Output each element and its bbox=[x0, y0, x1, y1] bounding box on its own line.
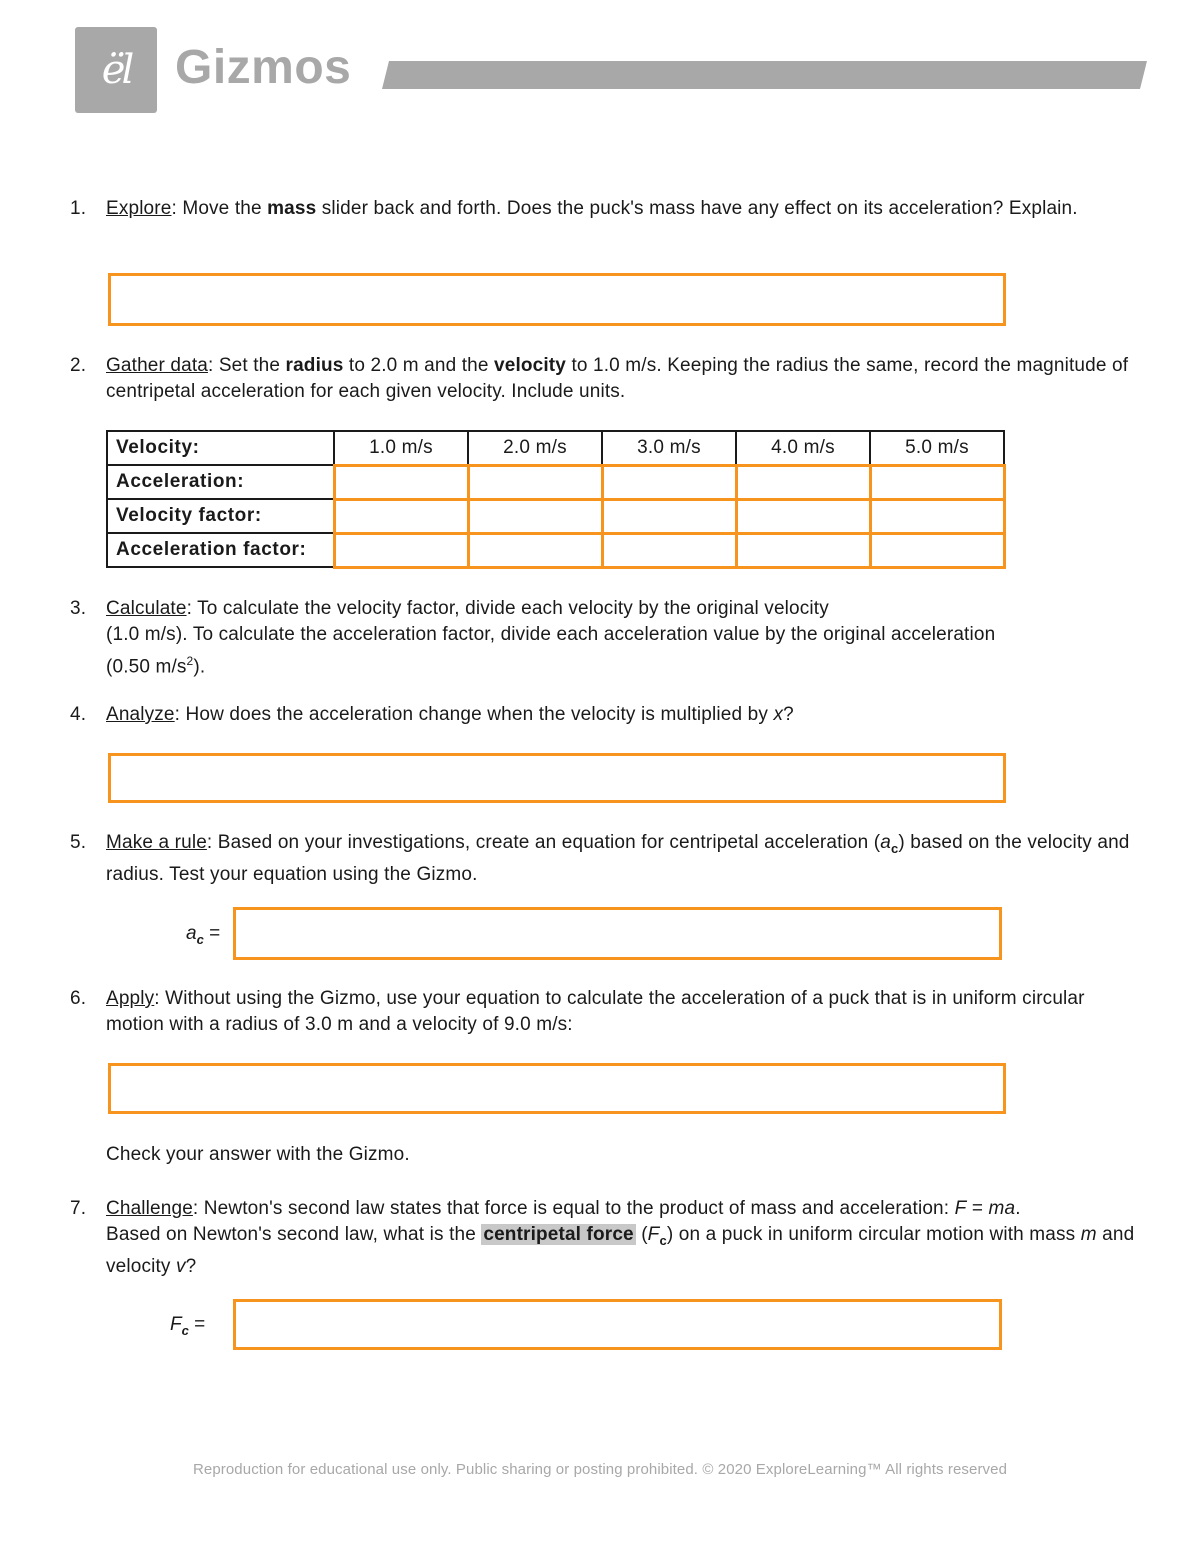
acceleration-input[interactable] bbox=[468, 465, 602, 499]
question-text: : Set the bbox=[208, 355, 286, 376]
velocity-cell: 1.0 m/s bbox=[334, 431, 468, 465]
table-row bbox=[107, 499, 1004, 533]
velocity-cell: 3.0 m/s bbox=[602, 431, 736, 465]
row-label: Acceleration: bbox=[107, 465, 334, 499]
answer-box-5[interactable] bbox=[233, 907, 1002, 960]
question-label: Explore bbox=[106, 198, 172, 219]
question-number: 2. bbox=[70, 355, 87, 376]
gizmos-logo bbox=[75, 27, 157, 113]
acceleration-factor-input[interactable] bbox=[468, 533, 602, 567]
question-text: : Without using the Gizmo, use your equation to calculate the acceleration of a puck that is in uniform circular motion with a radius of 3.0 m and a velocity of 9.0 m/s: bbox=[106, 988, 1085, 1035]
velocity-factor-input[interactable] bbox=[602, 499, 736, 533]
velocity-cell: 5.0 m/s bbox=[870, 431, 1004, 465]
question-text: = bbox=[966, 1198, 989, 1219]
question-text: Based on Newton's second law, what is the bbox=[106, 1224, 482, 1245]
subscript: c bbox=[196, 931, 204, 947]
question-6 bbox=[70, 986, 1140, 1038]
question-number: 4. bbox=[70, 704, 87, 725]
brand-name: Gizmos bbox=[175, 41, 352, 94]
highlighted-term: centripetal force bbox=[483, 1224, 634, 1245]
acceleration-factor-input[interactable] bbox=[736, 533, 870, 567]
row-label: Velocity: bbox=[107, 431, 334, 465]
bold-term: radius bbox=[285, 355, 344, 376]
question-label: Challenge bbox=[106, 1198, 193, 1219]
equals-sign: = bbox=[203, 923, 221, 944]
question-text: ). bbox=[193, 656, 206, 678]
question-text: ) on a puck in uniform circular motion with mass bbox=[666, 1224, 1081, 1245]
bold-term: mass bbox=[267, 198, 317, 219]
question-label: Analyze bbox=[106, 704, 175, 725]
variable: x bbox=[773, 704, 784, 725]
question-text: to 1.0 m/s. Keeping the radius the same, record the magnitude of centripetal acceleration for each given velocity. Include units. bbox=[106, 355, 1129, 402]
question-text: ? bbox=[185, 1255, 197, 1277]
equation-label-fc bbox=[170, 1314, 205, 1338]
question-number: 3. bbox=[70, 598, 87, 619]
table-row bbox=[107, 465, 1004, 499]
question-1 bbox=[70, 196, 1140, 222]
equation-label-ac bbox=[186, 923, 220, 947]
question-text: ( bbox=[635, 1224, 648, 1245]
header-bar bbox=[382, 61, 1147, 89]
variable: m bbox=[1080, 1224, 1097, 1245]
velocity-factor-input[interactable] bbox=[736, 499, 870, 533]
check-text: Check your answer with the Gizmo. bbox=[106, 1144, 410, 1165]
acceleration-factor-input[interactable] bbox=[870, 533, 1004, 567]
subscript: c bbox=[890, 840, 899, 856]
subscript: c bbox=[181, 1322, 189, 1338]
question-4 bbox=[70, 702, 1140, 728]
answer-box-7[interactable] bbox=[233, 1299, 1002, 1350]
equals-sign: = bbox=[188, 1314, 206, 1335]
question-text: : To calculate the velocity factor, divide each velocity by the original velocity bbox=[186, 598, 829, 619]
question-text: : Newton's second law states that force is equal to the product of mass and acceleration: bbox=[192, 1198, 955, 1219]
velocity-cell: 2.0 m/s bbox=[468, 431, 602, 465]
acceleration-input[interactable] bbox=[334, 465, 468, 499]
question-text: : Based on your investigations, create an equation for centripetal acceleration ( bbox=[206, 832, 881, 853]
row-label: Velocity factor: bbox=[107, 499, 334, 533]
subscript: c bbox=[659, 1232, 667, 1248]
question-7 bbox=[70, 1196, 1140, 1280]
table-row bbox=[107, 431, 1004, 465]
question-number: 7. bbox=[70, 1198, 87, 1219]
question-label: Gather data bbox=[106, 355, 208, 376]
question-number: 5. bbox=[70, 832, 87, 853]
answer-box-4[interactable] bbox=[108, 753, 1006, 803]
acceleration-factor-input[interactable] bbox=[602, 533, 736, 567]
logo-mark: ël bbox=[101, 47, 131, 93]
question-2 bbox=[70, 353, 1140, 405]
question-3 bbox=[70, 596, 1140, 680]
question-text: slider back and forth. Does the puck's mass have any effect on its acceleration? Explain. bbox=[316, 198, 1078, 219]
question-label: Calculate bbox=[106, 598, 187, 619]
question-text: : How does the acceleration change when the velocity is multiplied by bbox=[174, 704, 774, 725]
variable: a bbox=[186, 923, 197, 944]
question-text: ? bbox=[783, 704, 794, 725]
row-label: Acceleration factor: bbox=[107, 533, 334, 567]
variable: a bbox=[880, 832, 891, 853]
question-text: to 2.0 m and the bbox=[343, 355, 495, 376]
acceleration-factor-input[interactable] bbox=[334, 533, 468, 567]
check-note bbox=[70, 1142, 1140, 1168]
velocity-cell: 4.0 m/s bbox=[736, 431, 870, 465]
bold-term: velocity bbox=[494, 355, 567, 376]
data-table bbox=[106, 430, 1006, 569]
velocity-factor-input[interactable] bbox=[334, 499, 468, 533]
question-number: 1. bbox=[70, 198, 87, 219]
acceleration-input[interactable] bbox=[602, 465, 736, 499]
table-row bbox=[107, 533, 1004, 567]
question-text: (0.50 m/s bbox=[106, 656, 187, 678]
question-5 bbox=[70, 830, 1140, 888]
answer-box-6[interactable] bbox=[108, 1063, 1006, 1114]
question-text: ) based on the velocity and radius. Test your equation using the Gizmo. bbox=[106, 832, 1130, 885]
variable: v bbox=[175, 1255, 186, 1277]
question-text: (1.0 m/s). To calculate the acceleration factor, divide each acceleration value by the original acceleration bbox=[106, 624, 996, 645]
acceleration-input[interactable] bbox=[870, 465, 1004, 499]
velocity-factor-input[interactable] bbox=[870, 499, 1004, 533]
question-label: Make a rule bbox=[106, 832, 207, 853]
question-text: : Move the bbox=[171, 198, 268, 219]
superscript: 2 bbox=[186, 654, 194, 668]
variable: ma bbox=[988, 1198, 1016, 1219]
velocity-factor-input[interactable] bbox=[468, 499, 602, 533]
variable: F bbox=[647, 1224, 660, 1245]
variable: F bbox=[170, 1314, 182, 1335]
question-label: Apply bbox=[106, 988, 155, 1009]
question-text: and velocity bbox=[106, 1224, 1135, 1277]
question-text: . bbox=[1015, 1198, 1021, 1219]
footer-notice: Reproduction for educational use only. Public sharing or posting prohibited. © 2020 ExploreLearning™ All rights reserved bbox=[192, 1461, 1008, 1478]
variable: F bbox=[954, 1198, 967, 1219]
answer-box-1[interactable] bbox=[108, 273, 1006, 326]
acceleration-input[interactable] bbox=[736, 465, 870, 499]
question-number: 6. bbox=[70, 988, 87, 1009]
